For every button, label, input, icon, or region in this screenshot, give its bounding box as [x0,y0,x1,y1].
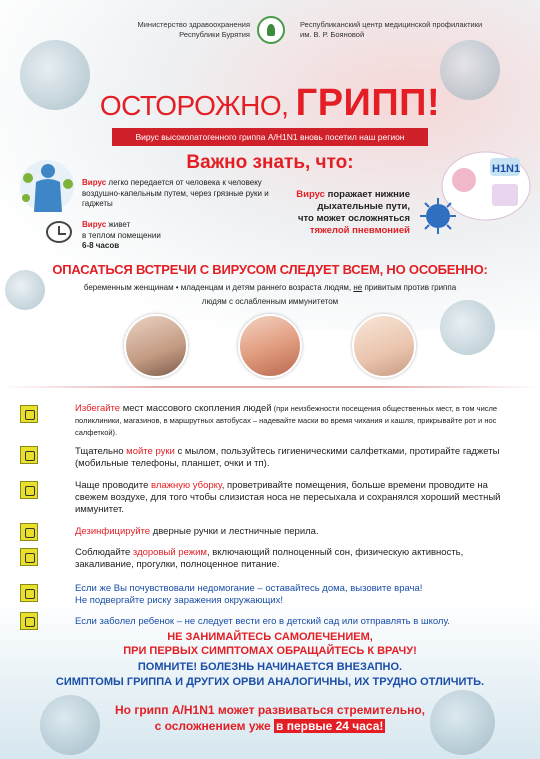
fact2-text2: в теплом помещении [82,230,161,240]
final-line2-pre: с осложнением уже [154,719,275,733]
tip-stay-home [75,583,515,607]
call-remember: ПОМНИТЕ! БОЛЕЗНЬ НАЧИНАЕТСЯ ВНЕЗАПНО. [137,661,403,673]
fact2-keyword: Вирус [82,220,107,229]
groups-line1-post: привитым против гриппа [362,283,457,292]
blue-virus-icon [418,196,458,236]
fact3-line4: тяжелой пневмонией [309,225,410,236]
final-warning-line2 [0,719,540,733]
tip6-line1: Если же Вы почувствовали недомогание – оставайтесь дома, вызовите врача! [75,583,423,594]
emblem-logo-icon [257,16,285,44]
cleaning-icon [20,481,38,499]
ministry-name [50,20,250,40]
tip5-post: , включающий полноценный сон, физическую активность, закаливание, прогулки, полноценное питание. [75,547,464,570]
title-part1: ОСТОРОЖНО, [99,90,296,121]
ministry-line1: Министерство здравоохранения [137,20,250,29]
page-title [0,82,540,125]
sick-child-icon [20,612,38,630]
sick-person-icon [18,158,76,214]
section-divider [0,386,540,388]
tip-disinfect [75,526,515,538]
photo-sneezing-man [124,314,188,378]
tip5-pre: Соблюдайте [75,547,133,558]
virus-particle-decoration [440,300,495,355]
tip4-post: дверные ручки и лестничные перила. [150,526,319,537]
fact-pneumonia [240,189,410,237]
tip3-post: , проветривайте помещения, больше времени проводите на свежем воздухе, для того чтобы слизистая носа не пересыхала и сохранялся хороший местный иммунитет. [75,480,501,515]
fact-lifespan [82,220,232,252]
important-heading: Важно знать, что: [186,152,354,173]
tip-healthy-regime [75,547,515,571]
crowd-warning-icon [20,405,38,423]
center-line1: Республиканский центр медицинской профилактики [300,20,483,29]
tip1-text: мест массового скопления людей [120,403,272,414]
fact2-hours: 6-8 часов [82,241,120,250]
fact3-line2: дыхательные пути, [317,201,410,212]
tip1-keyword: Избегайте [75,403,121,414]
ministry-line2: Республики Бурятия [179,30,250,39]
groups-line1-pre: беременным женщинам • младенцам и детям раннего возраста людям, [83,283,354,292]
tip4-keyword: Дезинфицируйте [75,526,151,537]
fact3-line1: поражает нижние [324,189,410,200]
risk-groups-line1 [0,283,540,292]
tip2-pre: Тщательно [75,446,127,457]
tip-wash-hands [75,446,515,470]
handwash-icon [20,446,38,464]
tip-wet-cleaning [75,480,515,516]
caution-heading: ОПАСАТЬСЯ ВСТРЕЧИ С ВИРУСОМ СЛЕДУЕТ ВСЕМ, НО ОСОБЕННО: [52,262,488,277]
fact2-text1: живет [106,220,131,229]
tip2-keyword: мойте руки [126,446,175,457]
header [0,14,540,54]
cartoon-label: H1N1 [492,163,521,175]
tip-sick-child: Если заболел ребенок – не следует вести его в детский сад или отправлять в школу. [75,616,450,627]
fact1-text: легко передается от человека к человеку воздушно-капельным путем, через грязные руки и гаджеты [82,178,269,208]
tip-avoid-crowds [75,403,515,439]
tip2-post: с мылом, пользуйтесь гигиеническими салфетками, протирайте гаджеты (мобильные телефоны, планшет, очки и тп). [75,446,500,469]
final-line2-highlight: в первые 24 часа! [276,719,384,733]
final-warning-line1: Но грипп А/H1N1 может развиваться стремительно, [115,703,425,717]
title-part2: ГРИПП! [295,82,441,124]
tip5-keyword: здоровый режим [132,547,207,558]
photo-pregnant-woman [238,314,302,378]
stay-home-icon [20,584,38,602]
tip6-line2: Не подвергайте риску заражения окружающих! [75,595,283,606]
photo-baby [352,314,416,378]
tip3-keyword: влажную уборку [151,480,222,491]
call-see-doctor: ПРИ ПЕРВЫХ СИМПТОМАХ ОБРАЩАЙТЕСЬ К ВРАЧУ! [123,645,417,657]
risk-groups-line2: людям с ослабленным иммунитетом [201,297,339,306]
call-no-self-treatment: НЕ ЗАНИМАЙТЕСЬ САМОЛЕЧЕНИЕМ, [167,631,373,643]
healthy-lifestyle-icon [20,548,38,566]
fact3-line3: что может осложняться [297,213,410,224]
tip3-pre: Чаще проводите [75,480,151,491]
call-symptoms-similar: СИМПТОМЫ ГРИППА И ДРУГИХ ОРВИ АНАЛОГИЧНЫ, ИХ ТРУДНО ОТЛИЧИТЬ. [55,676,485,688]
fact3-keyword: Вирус [296,189,325,200]
groups-line1-underline: не [353,283,363,292]
tip1-note: (при неизбежности посещения общественных мест, в том числе поликлиники, магазинов, в маршрутных автобусах – надевайте маски во время чихания и кашля, прикрывайте рот и нос салфеткой). [75,404,498,437]
disinfect-spray-icon [20,523,38,541]
center-line2: им. В. Р. Бояновой [300,30,365,39]
fact1-keyword: Вирус [82,178,107,187]
banner: Вирус высокопатогенного гриппа A/H1N1 вновь посетил наш регион [112,128,428,146]
clock-icon [46,221,72,243]
center-name [300,20,530,40]
